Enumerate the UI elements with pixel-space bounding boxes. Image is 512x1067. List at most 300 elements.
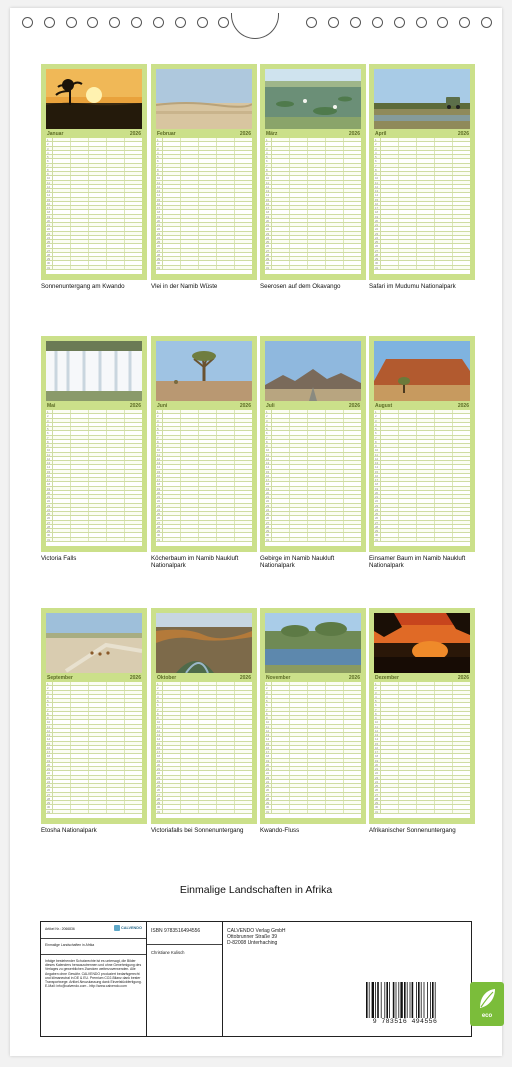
day-number: 16 <box>265 474 272 477</box>
day-number: 17 <box>374 750 381 753</box>
binding-hole-icon <box>109 17 120 28</box>
month-card <box>41 608 147 834</box>
day-number: 10 <box>46 720 53 723</box>
day-number: 15 <box>374 470 381 473</box>
month-header <box>265 129 361 138</box>
day-number: 28 <box>156 253 163 256</box>
day-number: 14 <box>374 465 381 468</box>
day-number: 4 <box>265 423 272 426</box>
month-card <box>369 608 475 834</box>
day-number: 15 <box>156 470 163 473</box>
day-number: 3 <box>374 147 381 150</box>
month-card <box>151 336 257 569</box>
day-number: 9 <box>265 716 272 719</box>
day-row <box>46 810 142 814</box>
day-number: 16 <box>374 474 381 477</box>
day-number: 15 <box>265 470 272 473</box>
day-number: 14 <box>265 465 272 468</box>
planner-grid <box>156 138 252 274</box>
day-number: 6 <box>265 431 272 434</box>
day-number: 13 <box>46 461 53 464</box>
barcode <box>363 982 447 1026</box>
day-number: 1 <box>374 138 381 141</box>
binding-hole-icon <box>416 17 427 28</box>
month-planner <box>151 608 257 824</box>
binding-hole-icon <box>22 17 33 28</box>
month-photo <box>46 341 142 401</box>
day-number: 15 <box>374 742 381 745</box>
day-number: 24 <box>265 780 272 783</box>
day-number: 31 <box>374 810 381 813</box>
binding-hole-icon <box>218 17 229 28</box>
day-number: 17 <box>156 750 163 753</box>
day-number: 27 <box>46 521 53 524</box>
day-number: 23 <box>46 776 53 779</box>
day-number: 12 <box>156 185 163 188</box>
day-number: 30 <box>46 805 53 808</box>
month-photo <box>374 341 470 401</box>
day-number: 23 <box>46 232 53 235</box>
day-number: 21 <box>156 223 163 226</box>
month-year: 2026 <box>348 674 360 681</box>
day-number: 16 <box>374 746 381 749</box>
day-number: 5 <box>374 427 381 430</box>
day-number: 14 <box>46 193 53 196</box>
day-number: 10 <box>156 448 163 451</box>
month-header <box>156 673 252 682</box>
day-number: 30 <box>46 261 53 264</box>
barcode-digits: 9 783516 494556 <box>372 1018 438 1025</box>
day-number: 4 <box>46 423 53 426</box>
day-number: 31 <box>46 266 53 269</box>
day-number: 28 <box>374 797 381 800</box>
day-number: 31 <box>265 538 272 541</box>
day-number: 20 <box>374 763 381 766</box>
day-number: 31 <box>265 810 272 813</box>
day-number: 23 <box>156 232 163 235</box>
photo-caption: Vlei in der Namib Wüste <box>151 283 218 290</box>
day-number: 8 <box>46 440 53 443</box>
day-number: 31 <box>265 266 272 269</box>
day-number: 2 <box>265 686 272 689</box>
day-number: 27 <box>265 793 272 796</box>
day-number: 19 <box>374 215 381 218</box>
day-number: 6 <box>46 159 53 162</box>
day-number: 17 <box>46 750 53 753</box>
day-number: 29 <box>374 529 381 532</box>
binding-hole-icon <box>66 17 77 28</box>
day-number: 25 <box>46 784 53 787</box>
day-number: 10 <box>374 448 381 451</box>
day-number: 29 <box>46 801 53 804</box>
month-photo <box>156 613 252 673</box>
article-number: Artikel Nr.: 2066836 <box>45 927 75 931</box>
publisher-street: Ottobrunner Straße 39 <box>227 934 278 940</box>
day-number: 15 <box>156 742 163 745</box>
day-number: 10 <box>265 176 272 179</box>
day-number: 3 <box>265 419 272 422</box>
day-number: 25 <box>374 240 381 243</box>
day-number: 19 <box>374 487 381 490</box>
month-year: 2026 <box>239 402 251 409</box>
day-number: 27 <box>374 521 381 524</box>
month-photo <box>156 69 252 129</box>
month-name: Juli <box>266 402 275 409</box>
day-number: 17 <box>265 750 272 753</box>
photo-caption: Seerosen auf dem Okavango <box>260 283 341 290</box>
day-number: 25 <box>156 784 163 787</box>
day-number: 13 <box>265 189 272 192</box>
day-number: 9 <box>374 444 381 447</box>
day-number: 21 <box>46 223 53 226</box>
day-number: 8 <box>46 712 53 715</box>
day-number: 16 <box>265 202 272 205</box>
footer-info-column <box>41 922 147 1036</box>
day-number: 28 <box>374 253 381 256</box>
day-row <box>265 266 361 270</box>
month-photo <box>265 613 361 673</box>
binding-hole-icon <box>350 17 361 28</box>
day-number: 24 <box>265 508 272 511</box>
day-number: 2 <box>374 414 381 417</box>
day-number: 4 <box>156 423 163 426</box>
day-number: 22 <box>265 499 272 502</box>
day-number: 22 <box>46 227 53 230</box>
day-number: 9 <box>265 444 272 447</box>
day-number: 29 <box>265 529 272 532</box>
landscape-photo <box>265 613 361 673</box>
leaf-icon <box>477 987 497 1011</box>
day-number: 19 <box>46 487 53 490</box>
day-number: 15 <box>46 470 53 473</box>
day-number: 13 <box>46 733 53 736</box>
day-number: 25 <box>374 512 381 515</box>
day-number: 3 <box>374 419 381 422</box>
day-number: 2 <box>265 142 272 145</box>
day-number: 9 <box>374 172 381 175</box>
landscape-photo <box>46 613 142 673</box>
day-number: 13 <box>374 733 381 736</box>
day-number: 12 <box>46 729 53 732</box>
day-number: 23 <box>265 776 272 779</box>
day-number: 29 <box>265 257 272 260</box>
day-number: 21 <box>374 223 381 226</box>
day-number: 3 <box>46 419 53 422</box>
day-number: 23 <box>156 504 163 507</box>
day-number: 9 <box>265 172 272 175</box>
photo-caption: Afrikanischer Sonnenuntergang <box>369 827 456 834</box>
landscape-photo <box>265 341 361 401</box>
day-number: 11 <box>374 453 381 456</box>
month-planner <box>260 64 366 280</box>
day-number: 25 <box>374 784 381 787</box>
month-photo <box>374 613 470 673</box>
day-number: 29 <box>374 801 381 804</box>
day-number: 22 <box>46 499 53 502</box>
month-name: Januar <box>47 130 64 137</box>
binding-hole-icon <box>459 17 470 28</box>
photo-caption: Gebirge im Namib Naukluft Nationalpark <box>260 555 335 569</box>
day-number: 26 <box>156 244 163 247</box>
day-number: 21 <box>156 495 163 498</box>
day-number: 20 <box>265 491 272 494</box>
publisher-address <box>227 928 286 946</box>
day-number: 24 <box>46 236 53 239</box>
day-number: 9 <box>156 172 163 175</box>
day-number: 2 <box>374 686 381 689</box>
landscape-photo <box>156 69 252 129</box>
day-number: 17 <box>265 478 272 481</box>
month-card <box>151 608 257 834</box>
day-number: 9 <box>46 172 53 175</box>
day-number: 24 <box>46 508 53 511</box>
day-number: 30 <box>265 261 272 264</box>
day-number: 18 <box>156 210 163 213</box>
day-number: 28 <box>265 253 272 256</box>
day-number: 27 <box>46 793 53 796</box>
planner-grid <box>374 138 470 274</box>
day-number: 13 <box>374 189 381 192</box>
day-number: 7 <box>156 164 163 167</box>
binding-hole-icon <box>44 17 55 28</box>
day-number: 1 <box>156 138 163 141</box>
day-number: 15 <box>374 198 381 201</box>
day-number: 26 <box>265 788 272 791</box>
month-name: Juni <box>157 402 168 409</box>
day-number: 8 <box>156 168 163 171</box>
publisher-name: CALVENDO Verlag GmbH <box>227 928 286 934</box>
landscape-photo <box>46 341 142 401</box>
binding-hole-icon <box>437 17 448 28</box>
day-number: 13 <box>374 461 381 464</box>
day-number: 26 <box>374 516 381 519</box>
eco-badge <box>470 982 504 1026</box>
landscape-photo <box>46 69 142 129</box>
day-number: 14 <box>374 193 381 196</box>
day-number: 5 <box>374 155 381 158</box>
day-number: 15 <box>265 742 272 745</box>
day-number: 1 <box>46 682 53 685</box>
day-number: 19 <box>156 215 163 218</box>
day-number: 29 <box>156 801 163 804</box>
day-number: 30 <box>374 805 381 808</box>
day-number: 9 <box>156 444 163 447</box>
day-row <box>265 538 361 542</box>
day-number: 29 <box>46 529 53 532</box>
month-year: 2026 <box>129 674 141 681</box>
day-row <box>374 810 470 814</box>
day-number: 25 <box>46 512 53 515</box>
day-number: 20 <box>46 491 53 494</box>
day-number: 14 <box>156 737 163 740</box>
day-number: 8 <box>265 168 272 171</box>
day-number: 28 <box>46 253 53 256</box>
month-planner <box>151 336 257 552</box>
day-number: 14 <box>46 465 53 468</box>
day-number: 11 <box>46 725 53 728</box>
day-number: 16 <box>156 746 163 749</box>
month-name: September <box>47 674 73 681</box>
day-number: 22 <box>265 227 272 230</box>
binding-hole-icon <box>131 17 142 28</box>
month-header <box>374 129 470 138</box>
day-number: 21 <box>265 767 272 770</box>
day-number: 12 <box>156 729 163 732</box>
day-number: 5 <box>46 155 53 158</box>
month-name: Mai <box>47 402 56 409</box>
day-number: 15 <box>265 198 272 201</box>
binding-hole-icon <box>394 17 405 28</box>
calvendo-mark-icon <box>114 925 120 931</box>
day-number: 10 <box>156 176 163 179</box>
day-number: 26 <box>156 516 163 519</box>
day-number: 22 <box>156 771 163 774</box>
day-number: 26 <box>46 244 53 247</box>
month-planner <box>260 336 366 552</box>
day-number: 15 <box>46 742 53 745</box>
day-number: 8 <box>46 168 53 171</box>
day-number: 5 <box>265 699 272 702</box>
day-number: 21 <box>374 767 381 770</box>
day-number: 11 <box>46 181 53 184</box>
month-year: 2026 <box>457 674 469 681</box>
day-number: 31 <box>156 266 163 269</box>
day-number: 20 <box>46 763 53 766</box>
day-number: 6 <box>374 703 381 706</box>
day-number: 18 <box>374 210 381 213</box>
day-number: 30 <box>374 533 381 536</box>
day-number: 7 <box>374 164 381 167</box>
month-header <box>374 673 470 682</box>
planner-grid <box>265 410 361 546</box>
day-number: 23 <box>46 504 53 507</box>
binding-hole-icon <box>328 17 339 28</box>
binding-hole-icon <box>372 17 383 28</box>
day-number: 4 <box>374 695 381 698</box>
day-number: 12 <box>46 185 53 188</box>
month-planner <box>260 608 366 824</box>
binding-hole-icon <box>306 17 317 28</box>
day-number: 28 <box>156 525 163 528</box>
day-number: 20 <box>265 219 272 222</box>
day-number: 22 <box>374 227 381 230</box>
day-number: 10 <box>46 448 53 451</box>
day-row <box>156 266 252 270</box>
day-number: 19 <box>265 759 272 762</box>
day-number: 7 <box>374 708 381 711</box>
day-number: 27 <box>374 249 381 252</box>
day-number: 10 <box>374 176 381 179</box>
day-number: 5 <box>46 699 53 702</box>
day-number: 25 <box>156 512 163 515</box>
day-number: 20 <box>156 491 163 494</box>
month-header <box>374 401 470 410</box>
day-row <box>46 538 142 542</box>
day-number: 26 <box>46 788 53 791</box>
day-number: 22 <box>156 499 163 502</box>
day-number: 3 <box>374 691 381 694</box>
day-number: 4 <box>374 423 381 426</box>
month-name: August <box>375 402 393 409</box>
day-number: 24 <box>374 780 381 783</box>
day-number: 16 <box>46 746 53 749</box>
back-cover-info <box>40 921 493 1037</box>
day-number: 17 <box>374 206 381 209</box>
day-number: 17 <box>374 478 381 481</box>
day-number: 17 <box>156 206 163 209</box>
month-card <box>369 64 475 290</box>
divider <box>41 954 146 955</box>
day-number: 29 <box>265 801 272 804</box>
day-number: 4 <box>156 151 163 154</box>
day-number: 1 <box>265 138 272 141</box>
day-number: 8 <box>265 712 272 715</box>
day-number: 10 <box>46 176 53 179</box>
day-number: 5 <box>156 427 163 430</box>
day-number: 4 <box>374 151 381 154</box>
barcode-bars-icon <box>363 982 447 1018</box>
month-header <box>156 401 252 410</box>
day-number: 6 <box>374 431 381 434</box>
day-number: 19 <box>156 487 163 490</box>
day-number: 30 <box>46 533 53 536</box>
month-year: 2026 <box>348 402 360 409</box>
day-number: 31 <box>374 266 381 269</box>
day-number: 18 <box>46 482 53 485</box>
month-planner <box>369 608 475 824</box>
day-number: 12 <box>265 457 272 460</box>
day-number: 11 <box>46 453 53 456</box>
day-number: 15 <box>46 198 53 201</box>
month-name: November <box>266 674 291 681</box>
day-number: 16 <box>374 202 381 205</box>
day-number: 2 <box>265 414 272 417</box>
day-number: 21 <box>46 495 53 498</box>
month-year: 2026 <box>457 402 469 409</box>
day-number: 29 <box>156 257 163 260</box>
planner-grid <box>46 138 142 274</box>
day-number: 13 <box>156 189 163 192</box>
day-number: 25 <box>265 240 272 243</box>
day-number: 13 <box>265 733 272 736</box>
day-number: 7 <box>46 436 53 439</box>
day-number: 27 <box>265 521 272 524</box>
month-planner <box>41 608 147 824</box>
month-photo <box>265 341 361 401</box>
day-number: 21 <box>265 223 272 226</box>
month-card <box>260 64 366 290</box>
month-header <box>46 673 142 682</box>
day-number: 5 <box>156 155 163 158</box>
day-number: 25 <box>265 784 272 787</box>
day-number: 3 <box>265 691 272 694</box>
day-number: 12 <box>374 457 381 460</box>
planner-grid <box>374 682 470 818</box>
binding-hole-icon <box>481 17 492 28</box>
day-number: 24 <box>374 236 381 239</box>
day-number: 26 <box>265 516 272 519</box>
day-number: 20 <box>265 763 272 766</box>
photo-caption: Etosha Nationalpark <box>41 827 97 834</box>
day-number: 22 <box>46 771 53 774</box>
month-photo <box>46 69 142 129</box>
day-number: 28 <box>156 797 163 800</box>
day-number: 6 <box>265 159 272 162</box>
day-number: 13 <box>156 733 163 736</box>
month-year: 2026 <box>348 130 360 137</box>
binding-hole-icon <box>197 17 208 28</box>
day-number: 27 <box>46 249 53 252</box>
